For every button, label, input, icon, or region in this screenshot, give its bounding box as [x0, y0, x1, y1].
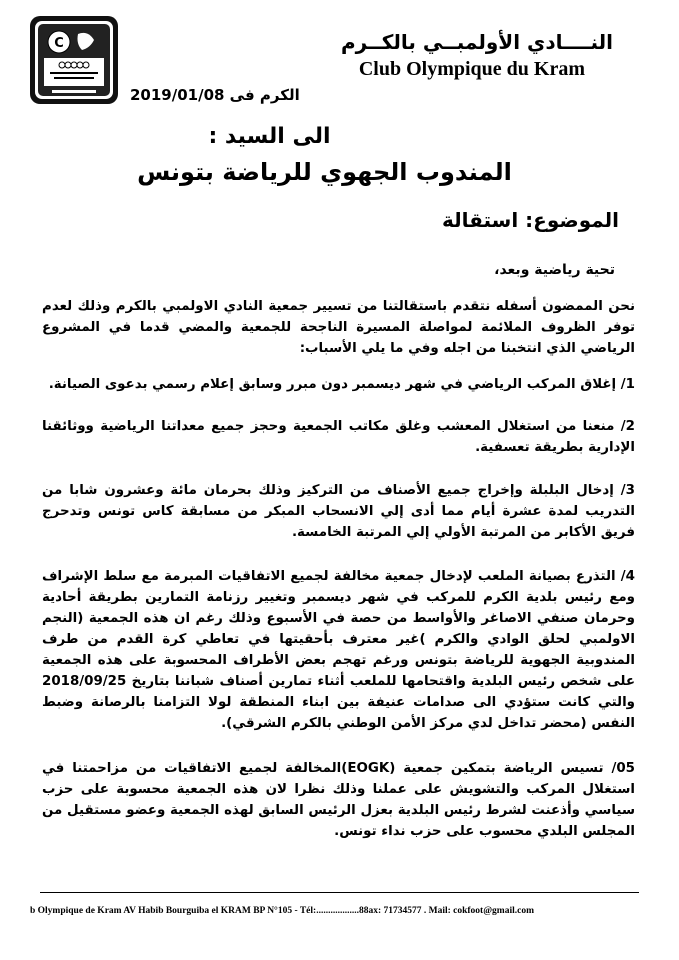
letter-date: الكرم فى 2019/01/08 — [130, 86, 300, 104]
greeting: تحية رياضية وبعد، — [494, 262, 615, 278]
reason-paragraph-4: 4/ التذرع بصيانة الملعب لإدخال جمعية مخالفة لجميع الاتفاقيات المبرمة مع سلط الإشراف ومع رئيس بلدية الكرم للمركب في شهر ديسمبر وتغيير رزنامة التمارين بطريقة أحادية وحرمان صنفي الاصاغر والأواسط من حصة في الأسبوع وذلك رغم ان هذه الجمعية (النجم الاولمبي لحلق الوادي والكرم )غير معترف بأحقيتها في تعاطي كرة القدم من طرف المندوبية الجهوية للرياضة بتونس ورغم تهجم بعض الأطراف المحسوبة على هذه الجمعية على شخص رئيس البلدية واقتحامها للملعب أثناء تمارين أصناف شباننا بتاريخ 2018/09/25 والتي كانت ستؤدي الى صدامات عنيفة بين ابناء المنطقة لولا التزامنا بالرصانة وضبط النفس (محضر تداخل لدي مركز الأمن الوطني بالكرم الشرقي). — [42, 569, 635, 731]
club-name-french: Club Olympique du Kram — [358, 58, 585, 80]
reason-paragraph-2: 2/ منعنا من استغلال المعشب وغلق مكاتب الجمعية وحجز جميع معداتنا الرياضية ووثائقنا الإدارية بطريقة تعسفية. — [42, 419, 635, 455]
intro-paragraph: نحن الممضون أسفله نتقدم باستقالتنا من تسيير جمعية النادي الاولمبي بالكرم وذلك لعدم توفر الظروف الملائمة لمواصلة المسيرة الناجحة للجمعية والمضي قدما في المشروع الرياضي الذي انتخبنا من اجله وفي ما يلي الأسباب: — [42, 299, 635, 356]
club-logo — [26, 12, 122, 108]
addressee-line-1: الى السيد : — [208, 124, 331, 149]
club-crest-icon — [26, 12, 122, 108]
reason-paragraph-3: 3/ إدخال البلبلة وإخراج جميع الأصناف من التركيز وذلك بحرمان مائة وعشرون شابا من التدريب لمدة عشرة أيام مما أدى إلي الانسحاب المبكر من مسابقة كاس تونس وتدحرج فريق الأكابر من المرتبة الأولي إلي المرتبة الخامسة. — [42, 483, 635, 540]
reason-paragraph-5: 05/ تسيس الرياضة بتمكين جمعية (EOGK)المخالفة لجميع الاتفاقيات من مزاحمتنا في استغلال المركب والتشويش على عملنا وذلك نظرا لان هذه الجمعية محسوبة على حزب سياسي وأذعنت لشرط رئيس البلدية بعزل الرئيس السابق لهذه الجمعية وعضو مستقيل من المجلس البلدي محسوب على حزب نداء تونس. — [42, 761, 635, 839]
club-name-arabic: النــــادي الأولمبــي بالكــرم — [340, 30, 613, 54]
footer-contact: b Olympique de Kram AV Habib Bourguiba el KRAM BP N°105 - Tél:..................88ax: 71734577 . Mail: cokfoot@gmail.com — [30, 906, 535, 916]
footer-divider — [40, 892, 639, 893]
reason-paragraph-1: 1/ إغلاق المركب الرياضي في شهر ديسمبر دون مبرر وسابق إعلام رسمي بدعوى الصيانة. — [48, 377, 635, 392]
subject-line: الموضوع: استقالة — [441, 208, 619, 232]
svg-text:C: C — [54, 36, 64, 51]
addressee-line-2: المندوب الجهوي للرياضة بتونس — [137, 158, 512, 186]
